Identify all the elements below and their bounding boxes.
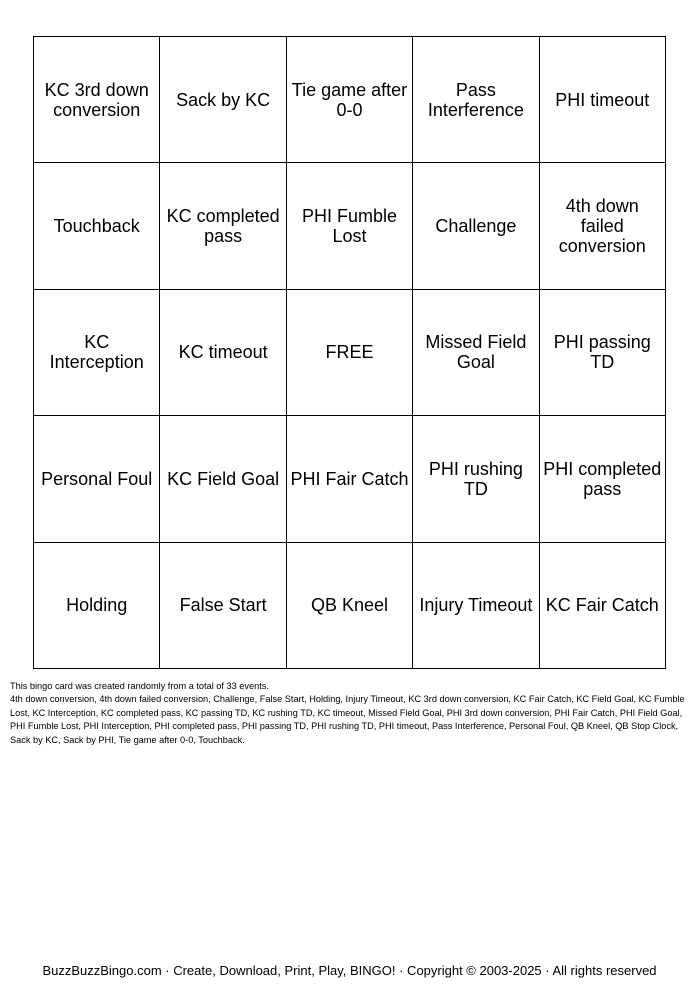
bingo-cell-r5c5 <box>540 543 666 669</box>
bingo-cell-r1c4 <box>413 37 539 163</box>
bingo-card-grid <box>33 36 666 669</box>
bingo-cell-r1c3 <box>287 37 413 163</box>
notes-events-list: 4th down conversion, 4th down failed conversion, Challenge, False Start, Holding, Injury Timeout, KC 3rd down conversion, KC Fair Catch, KC Field Goal, KC Fumble Lost, KC Interception, KC completed pass, KC passing TD, KC rushing TD, KC timeout, Missed Field Goal, PHI 3rd down conversion, PHI Fair Catch, PHI Field Goal, PHI Fumble Lost, PHI Interception, PHI completed pass, PHI passing TD, PHI rushing TD, PHI timeout, Pass Interference, Personal Foul, QB Kneel, QB Stop Clock, Sack by KC, Sack by PHI, Tie game after 0-0, Touchback. <box>10 694 685 745</box>
cell-label: KC 3rd down conversion <box>44 79 149 120</box>
cell-label: Pass Interference <box>427 79 524 120</box>
cell-label: Holding <box>66 595 128 616</box>
bingo-cell-r5c1 <box>34 543 160 669</box>
cell-label: Injury Timeout <box>419 595 533 616</box>
cell-label: PHI Fair Catch <box>290 468 409 489</box>
cell-label: Challenge <box>435 216 517 237</box>
bingo-cell-r4c4 <box>413 416 539 542</box>
bingo-cell-r2c2 <box>160 163 286 289</box>
bingo-cell-r1c2 <box>160 37 286 163</box>
bingo-cell-r3c5 <box>540 290 666 416</box>
cell-label: PHI completed pass <box>543 458 662 499</box>
cell-label: 4th down failed conversion <box>558 196 646 257</box>
bingo-cell-r1c1 <box>34 37 160 163</box>
free-space-label: FREE <box>325 342 374 363</box>
cell-label: KC Interception <box>49 332 144 373</box>
cell-label: Sack by KC <box>176 89 271 110</box>
bingo-cell-r4c3 <box>287 416 413 542</box>
bingo-cell-r5c4 <box>413 543 539 669</box>
bingo-cell-r4c2 <box>160 416 286 542</box>
bingo-cell-r1c5 <box>540 37 666 163</box>
cell-label: Personal Foul <box>41 468 153 489</box>
cell-label: Touchback <box>53 216 140 237</box>
card-notes <box>10 680 690 747</box>
bingo-cell-r4c1 <box>34 416 160 542</box>
cell-label: QB Kneel <box>310 595 389 616</box>
bingo-cell-r2c5 <box>540 163 666 289</box>
cell-label: PHI Fumble Lost <box>301 206 397 247</box>
bingo-cell-r4c5 <box>540 416 666 542</box>
footer-copyright: BuzzBuzzBingo.com · Create, Download, Print, Play, BINGO! · Copyright © 2003-2025 · All rights reserved <box>42 963 657 978</box>
bingo-cell-r2c4 <box>413 163 539 289</box>
bingo-cell-r3c4 <box>413 290 539 416</box>
cell-label: KC Fair Catch <box>545 595 659 616</box>
bingo-cell-r3c1 <box>34 290 160 416</box>
bingo-cell-r2c3 <box>287 163 413 289</box>
bingo-cell-r5c2 <box>160 543 286 669</box>
notes-intro: This bingo card was created randomly from a total of 33 events. <box>10 681 269 691</box>
cell-label: PHI passing TD <box>553 332 651 373</box>
cell-label: Tie game after 0-0 <box>291 79 408 120</box>
bingo-cell-r3c2 <box>160 290 286 416</box>
cell-label: KC completed pass <box>166 206 280 247</box>
cell-label: False Start <box>179 595 267 616</box>
cell-label: KC timeout <box>178 342 268 363</box>
cell-label: PHI timeout <box>555 89 650 110</box>
bingo-cell-r5c3 <box>287 543 413 669</box>
bingo-cell-r2c1 <box>34 163 160 289</box>
bingo-cell-free <box>287 290 413 416</box>
cell-label: Missed Field Goal <box>425 332 527 373</box>
cell-label: PHI rushing TD <box>428 458 523 499</box>
cell-label: KC Field Goal <box>167 468 280 489</box>
